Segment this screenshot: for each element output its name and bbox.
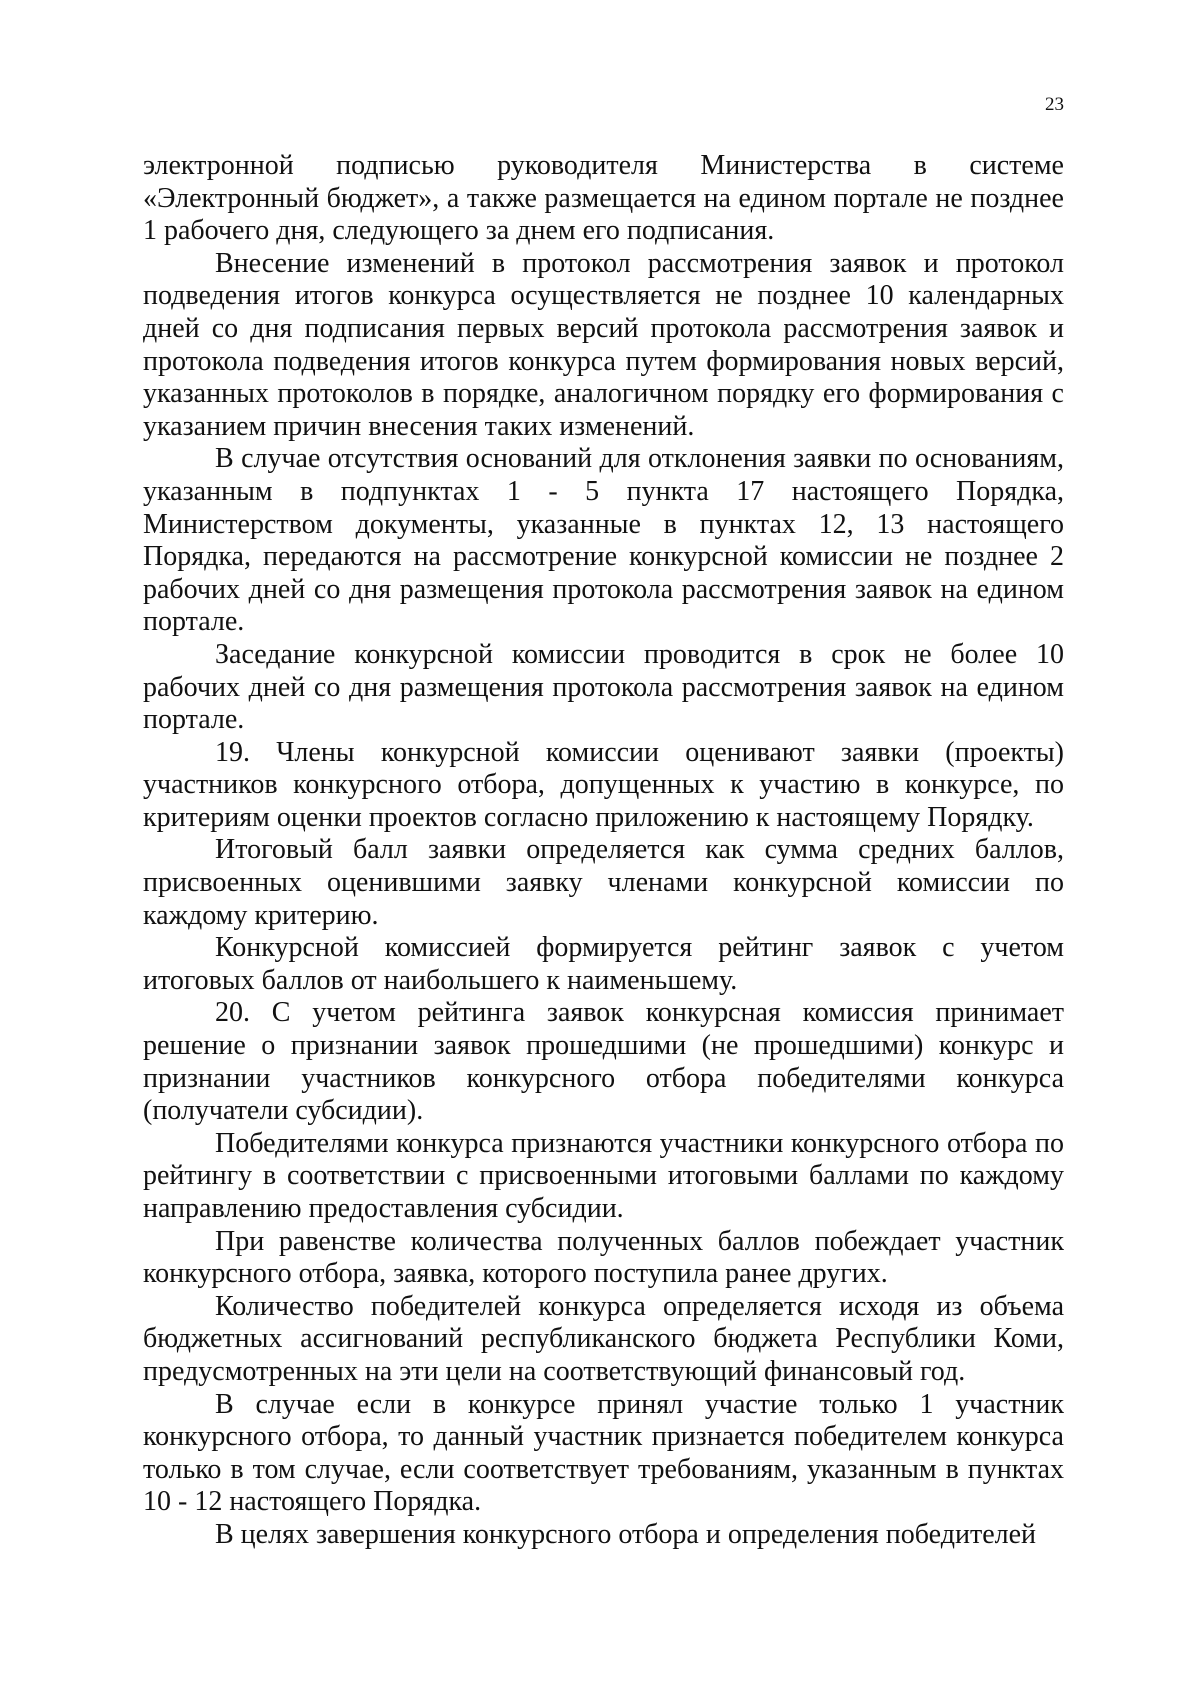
paragraph: В случае отсутствия оснований для отклонения заявки по основаниям, указанным в подпунктах 1 - 5 пункта 17 настоящего Порядка, Министерством документы, указанные в пунктах 12, 13 настоящего Порядка, передаются на рассмотрение конкурсной комиссии не позднее 2 рабочих дней со дня размещения протокола рассмотрения заявок на едином портале. — [143, 443, 1064, 638]
paragraph: электронной подписью руководителя Министерства в системе «Электронный бюджет», а также размещается на едином портале не позднее 1 рабочего дня, следующего за днем его подписания. — [143, 150, 1064, 247]
paragraph: Итоговый балл заявки определяется как сумма средних баллов, присвоенных оценившими заявку членами конкурсной комиссии по каждому критерию. — [143, 834, 1064, 931]
paragraph: 19. Члены конкурсной комиссии оценивают заявки (проекты) участников конкурсного отбора, допущенных к участию в конкурсе, по критериям оценки проектов согласно приложению к настоящему Порядку. — [143, 736, 1064, 833]
page-number: 23 — [1045, 94, 1064, 115]
paragraph: В целях завершения конкурсного отбора и определения победителей — [215, 1518, 1037, 1550]
paragraph: Количество победителей конкурса определяется исходя из объема бюджетных ассигнований республиканского бюджета Республики Коми, предусмотренных на эти цели на соответствующий финансовый год. — [143, 1290, 1064, 1387]
paragraph: В случае если в конкурсе принял участие только 1 участник конкурсного отбора, то данный участник признается победителем конкурса только в том случае, если соответствует требованиям, указанным в пунктах 10 - 12 настоящего Порядка. — [143, 1388, 1064, 1518]
document-body — [143, 150, 1064, 1552]
paragraph: Конкурсной комиссией формируется рейтинг заявок с учетом итоговых баллов от наибольшего к наименьшему. — [143, 932, 1064, 996]
paragraph: Победителями конкурса признаются участники конкурсного отбора по рейтингу в соответствии с присвоенными итоговыми баллами по каждому направлению предоставления субсидии. — [143, 1127, 1064, 1224]
paragraph: Внесение изменений в протокол рассмотрения заявок и протокол подведения итогов конкурса осуществляется не позднее 10 календарных дней со дня подписания первых версий протокола рассмотрения заявок и протокола подведения итогов конкурса путем формирования новых версий, указанных протоколов в порядке, аналогичном порядку его формирования с указанием причин внесения таких изменений. — [143, 247, 1064, 442]
paragraph: 20. С учетом рейтинга заявок конкурсная комиссия принимает решение о признании заявок прошедшими (не прошедшими) конкурс и признании участников конкурсного отбора победителями конкурса (получатели субсидии). — [143, 997, 1064, 1127]
paragraph: Заседание конкурсной комиссии проводится в срок не более 10 рабочих дней со дня размещения протокола рассмотрения заявок на едином портале. — [143, 638, 1064, 736]
paragraph: При равенстве количества полученных баллов побеждает участник конкурсного отбора, заявка, которого поступила ранее других. — [143, 1225, 1064, 1290]
